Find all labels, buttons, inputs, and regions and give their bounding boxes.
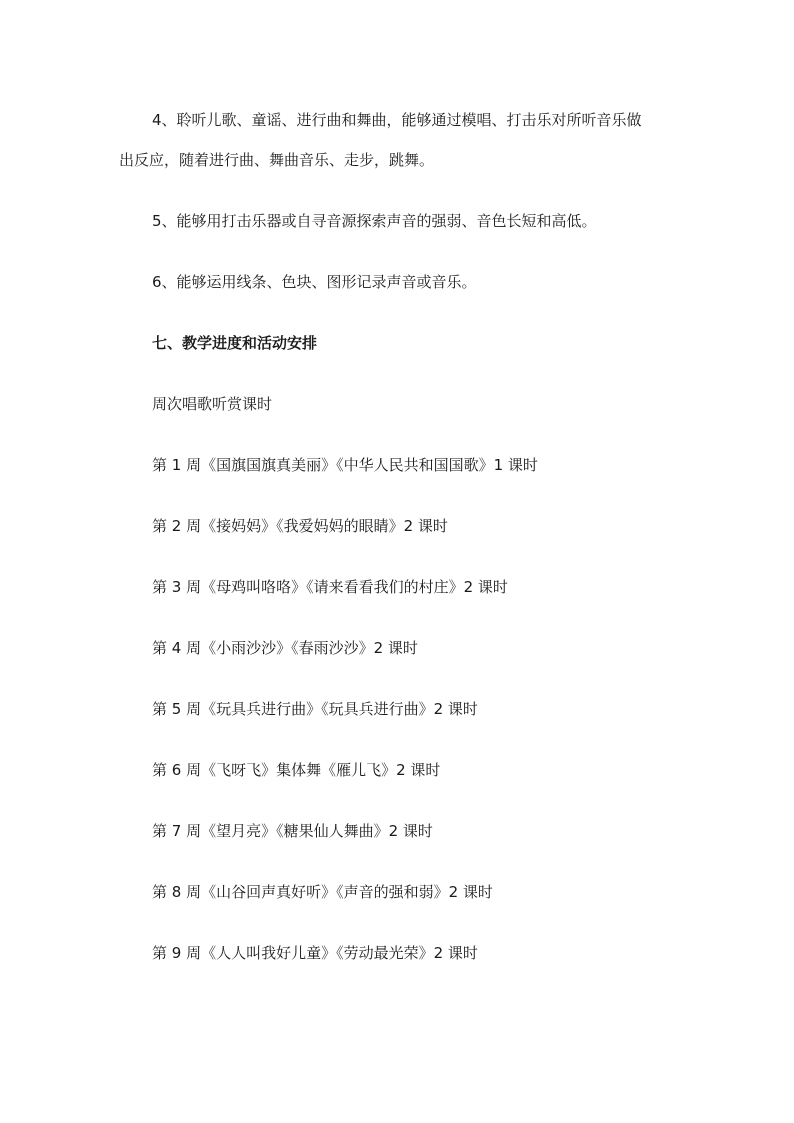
objective-item-4-line-1: 4、聆听儿歌、童谣、进行曲和舞曲，能够通过模唱、打击乐对所听音乐做 — [152, 111, 642, 129]
section-heading: 七、教学进度和活动安排 — [152, 334, 318, 352]
schedule-week-row: 第 9 周《人人叫我好儿童》《劳动最光荣》2 课时 — [152, 944, 478, 962]
objective-item-4-line-2: 出反应，随着进行曲、舞曲音乐、走步，跳舞。 — [119, 151, 435, 169]
schedule-week-row: 第 4 周《小雨沙沙》《春雨沙沙》2 课时 — [152, 639, 418, 657]
schedule-week-row: 第 2 周《接妈妈》《我爱妈妈的眼睛》2 课时 — [152, 517, 448, 535]
schedule-week-row: 第 8 周《山谷回声真好听》《声音的强和弱》2 课时 — [152, 883, 493, 901]
schedule-header: 周次唱歌听赏课时 — [152, 395, 273, 413]
objective-item-5: 5、能够用打击乐器或自寻音源探索声音的强弱、音色长短和高低。 — [152, 212, 597, 230]
schedule-week-row: 第 6 周《飞呀飞》集体舞《雁儿飞》2 课时 — [152, 761, 441, 779]
schedule-week-row: 第 5 周《玩具兵进行曲》《玩具兵进行曲》2 课时 — [152, 700, 478, 718]
schedule-week-row: 第 1 周《国旗国旗真美丽》《中华人民共和国国歌》1 课时 — [152, 456, 538, 474]
schedule-week-row: 第 3 周《母鸡叫咯咯》《请来看看我们的村庄》2 课时 — [152, 578, 508, 596]
schedule-week-row: 第 7 周《望月亮》《糖果仙人舞曲》2 课时 — [152, 822, 433, 840]
objective-item-6: 6、能够运用线条、色块、图形记录声音或音乐。 — [152, 273, 477, 291]
